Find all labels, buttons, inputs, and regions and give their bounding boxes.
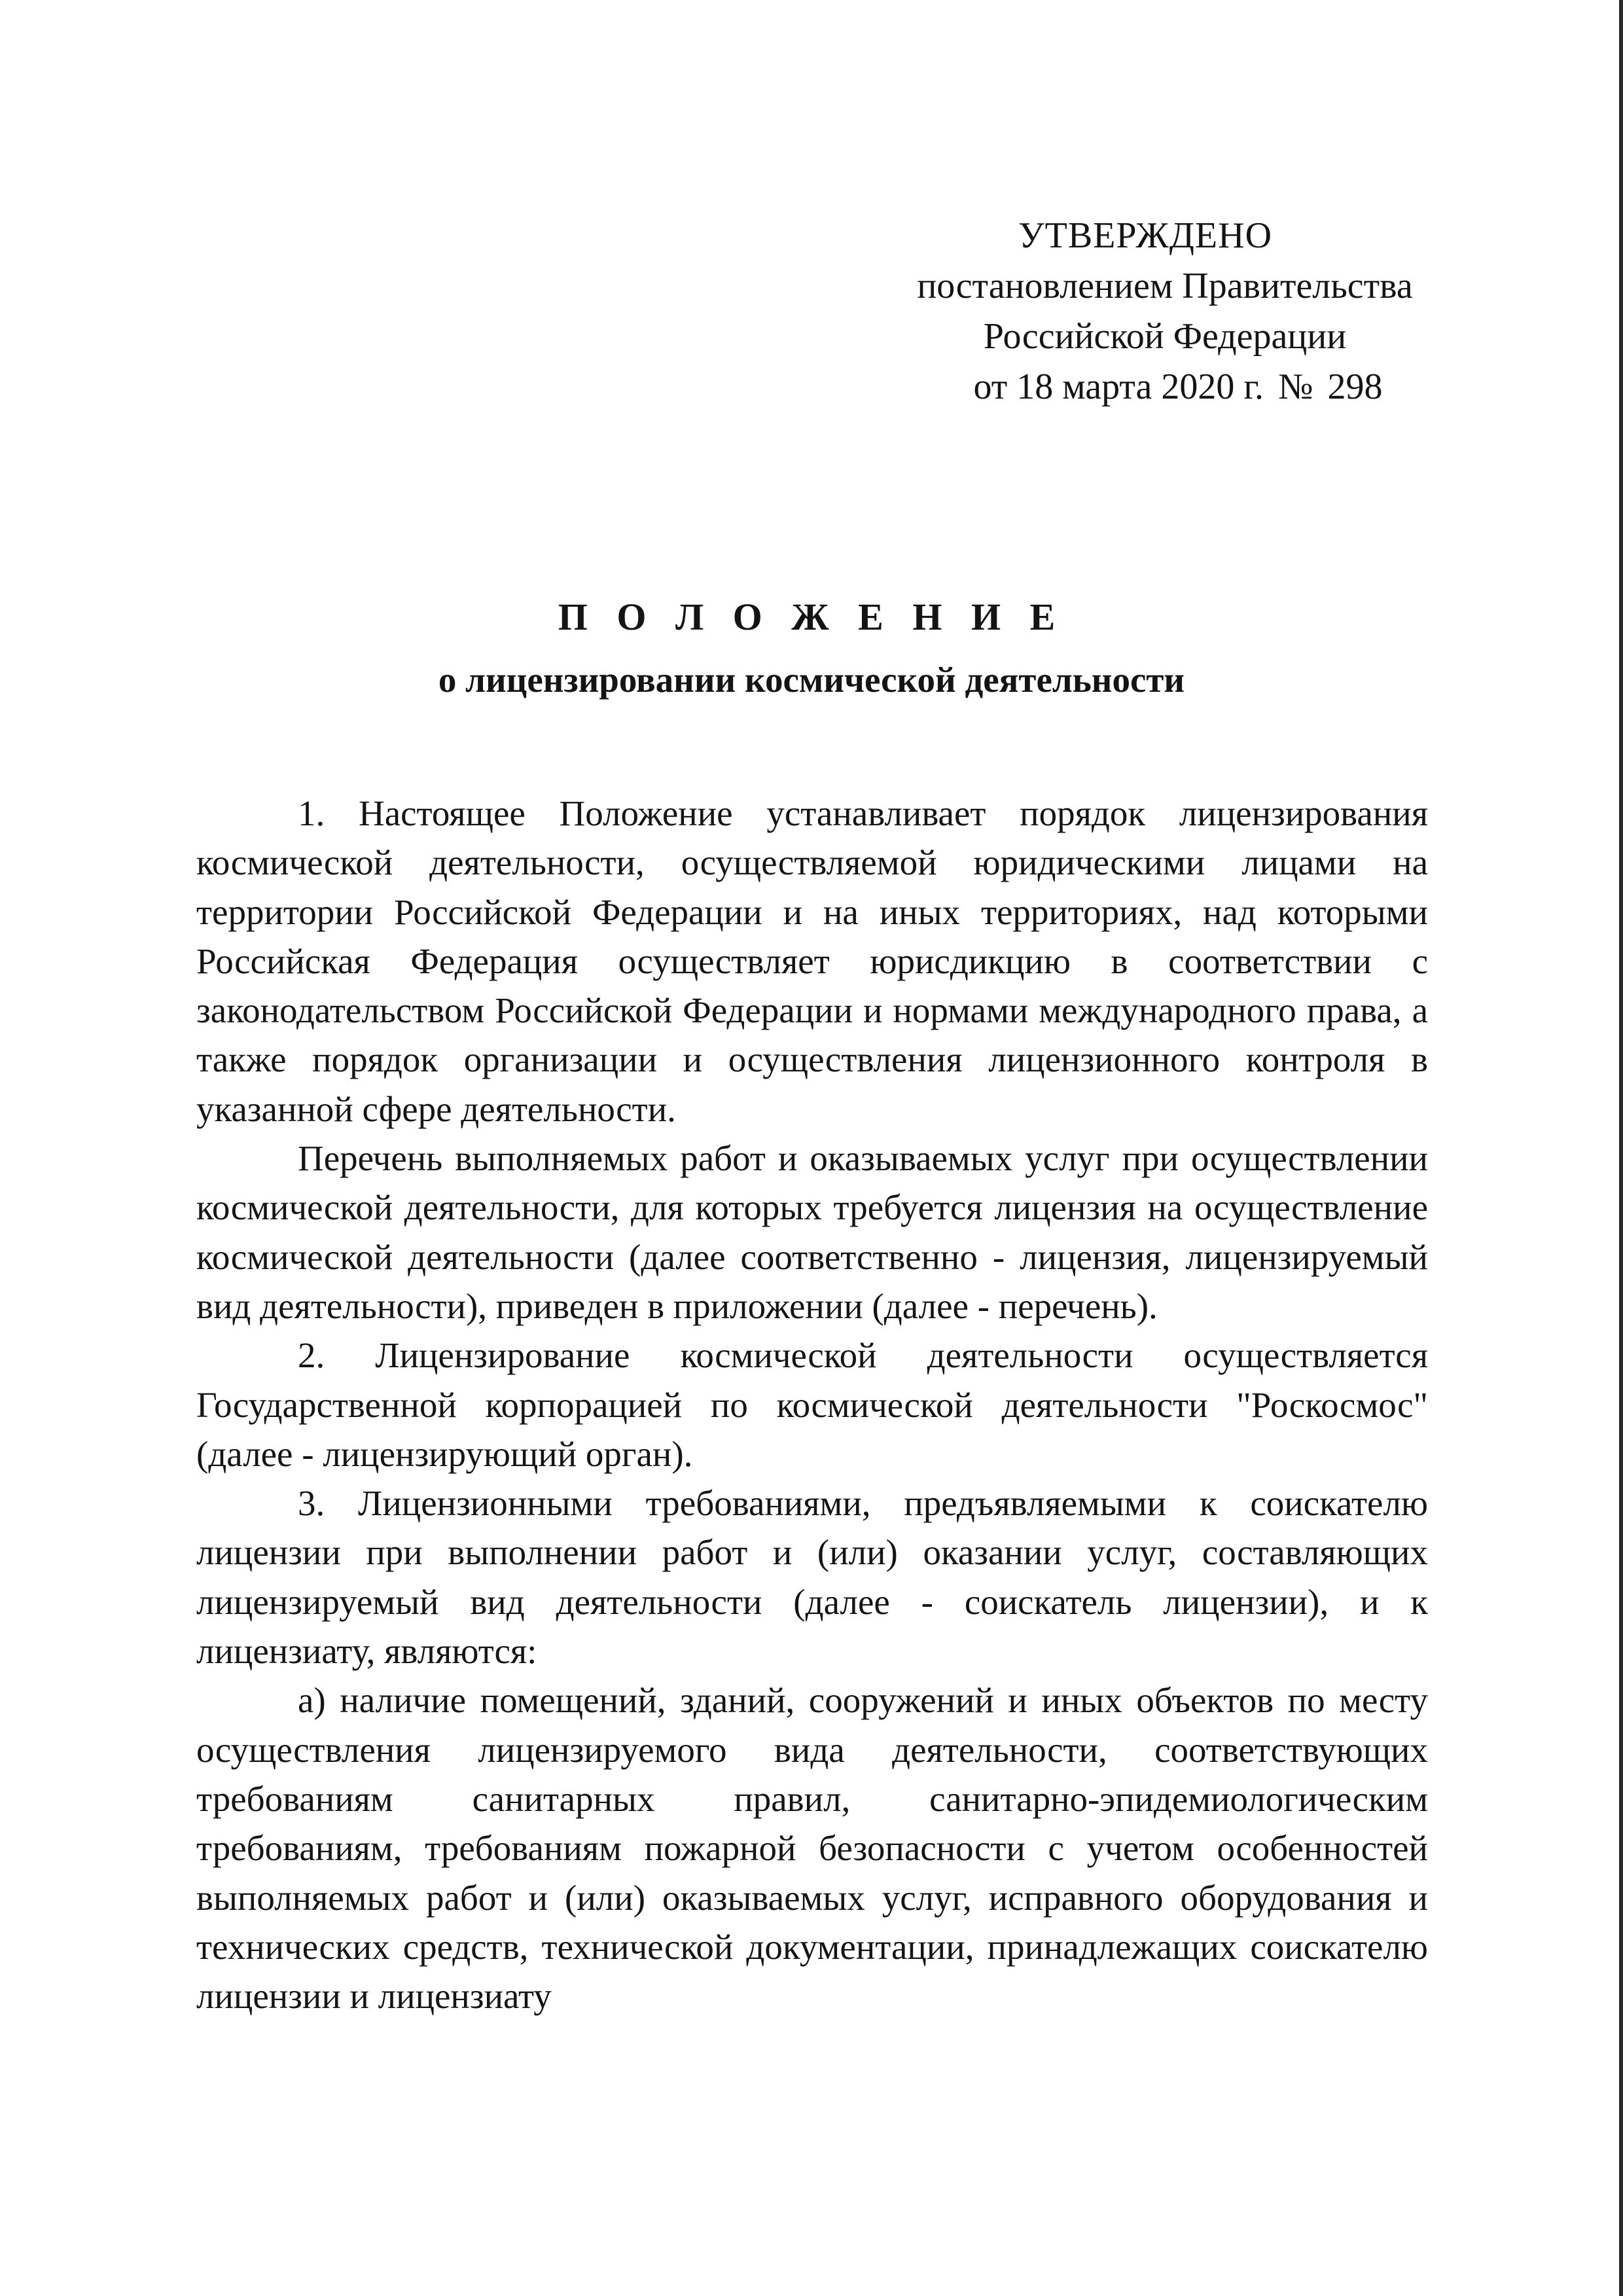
paragraph-4: 3. Лицензионными требованиями, предъявляемыми к соискателю лицензии при выполнении работ и (или) оказании услуг, составляющих лицензируемый вид деятельности (далее - соискатель лицензии), и к лицензиату, являются: xyxy=(196,1483,1428,1672)
document-title: П О Л О Ж Е Н И Е xyxy=(558,596,1065,638)
document-subtitle: о лицензировании космической деятельности xyxy=(438,660,1185,700)
decree-number: 298 xyxy=(1327,367,1383,407)
approval-block xyxy=(851,211,1479,412)
approval-line-2: Российской Федерации xyxy=(983,316,1347,357)
decree-date: от 18 марта 2020 г. xyxy=(973,367,1264,407)
decree-number-sign: № xyxy=(1278,367,1313,407)
paragraph-3: 2. Лицензирование космической деятельности осуществляется Государственной корпорацией по космической деятельности "Роскосмос" (далее - лицензирующий орган). xyxy=(196,1335,1428,1474)
approval-line-1: постановлением Правительства xyxy=(917,266,1413,306)
paragraph-2: Перечень выполняемых работ и оказываемых услуг при осуществлении космической деятельности, для которых требуется лицензия на осуществление космической деятельности (далее соответственно - лицензия, лицензируемый вид деятельности), приведен в приложении (далее - перечень). xyxy=(196,1138,1428,1326)
document-body xyxy=(196,789,1428,2020)
scan-edge xyxy=(1619,0,1623,2296)
paragraph-1: 1. Настоящее Положение устанавливает порядок лицензирования космической деятельности, осуществляемой юридическими лицами на территории Российской Федерации и на иных территориях, над которыми Российская Федерация осуществляет юрисдикцию в соответствии с законодательством Российской Федерации и нормами международного права, а также порядок организации и осуществления лицензионного контроля в указанной сфере деятельности. xyxy=(196,793,1428,1129)
decree-date-line xyxy=(851,362,1479,412)
approval-stamp: УТВЕРЖДЕНО xyxy=(1018,215,1273,256)
paragraph-5: а) наличие помещений, зданий, сооружений и иных объектов по месту осуществления лицензируемого вида деятельности, соответствующих требованиям санитарных правил, санитарно-эпидемиологическим требованиям, требованиям пожарной безопасности с учетом особенностей выполняемых работ и (или) оказываемых услуг, исправного оборудования и технических средств, технической документации, принадлежащих соискателю лицензии и лицензиату xyxy=(196,1680,1428,2017)
